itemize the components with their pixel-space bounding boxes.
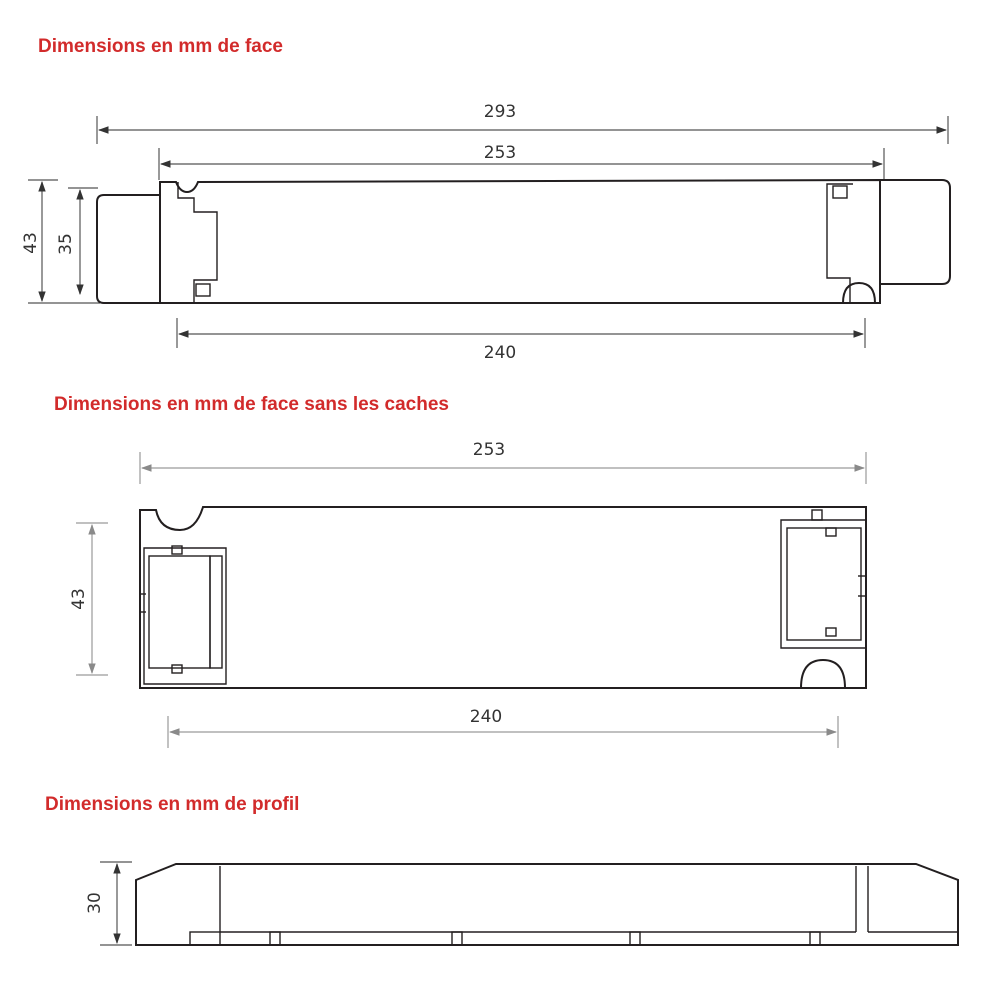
dimension-label-30: 30 <box>85 892 105 914</box>
right-terminal-block <box>781 520 866 648</box>
dimension-overall-length <box>97 102 948 144</box>
dimension-label-240: 240 <box>483 343 517 363</box>
section-title-profile: Dimensions en mm de profil <box>45 794 300 815</box>
left-cover <box>97 195 160 303</box>
dimension-label-43-b: 43 <box>69 588 89 610</box>
dimension-body-length-2 <box>140 440 866 484</box>
dimension-body-length <box>159 143 884 180</box>
driver-body <box>160 180 880 303</box>
dimension-height-inner <box>56 188 98 294</box>
section-title-front-no-covers: Dimensions en mm de face sans les caches <box>54 394 449 415</box>
dimension-label-253-b: 253 <box>472 440 506 460</box>
driver-body-no-covers <box>140 507 866 688</box>
dimension-mount-length-2 <box>168 707 838 748</box>
dimension-label-43: 43 <box>21 232 41 254</box>
left-mount-clip <box>178 182 217 303</box>
dimension-height-2 <box>69 523 108 675</box>
left-terminal-block <box>144 548 226 684</box>
dimension-label-35: 35 <box>56 233 76 255</box>
profile-view <box>85 862 958 945</box>
dimension-label-240-b: 240 <box>469 707 503 727</box>
front-view-no-covers <box>69 440 866 748</box>
front-view <box>21 102 950 363</box>
driver-profile <box>136 864 958 945</box>
section-title-front: Dimensions en mm de face <box>38 36 283 57</box>
right-cover <box>880 180 950 284</box>
dimension-label-253: 253 <box>483 143 517 163</box>
profile-tab-left <box>190 932 220 945</box>
dimension-mount-length <box>177 318 865 363</box>
dimension-label-293: 293 <box>483 102 517 122</box>
dimension-profile-height <box>85 862 132 945</box>
